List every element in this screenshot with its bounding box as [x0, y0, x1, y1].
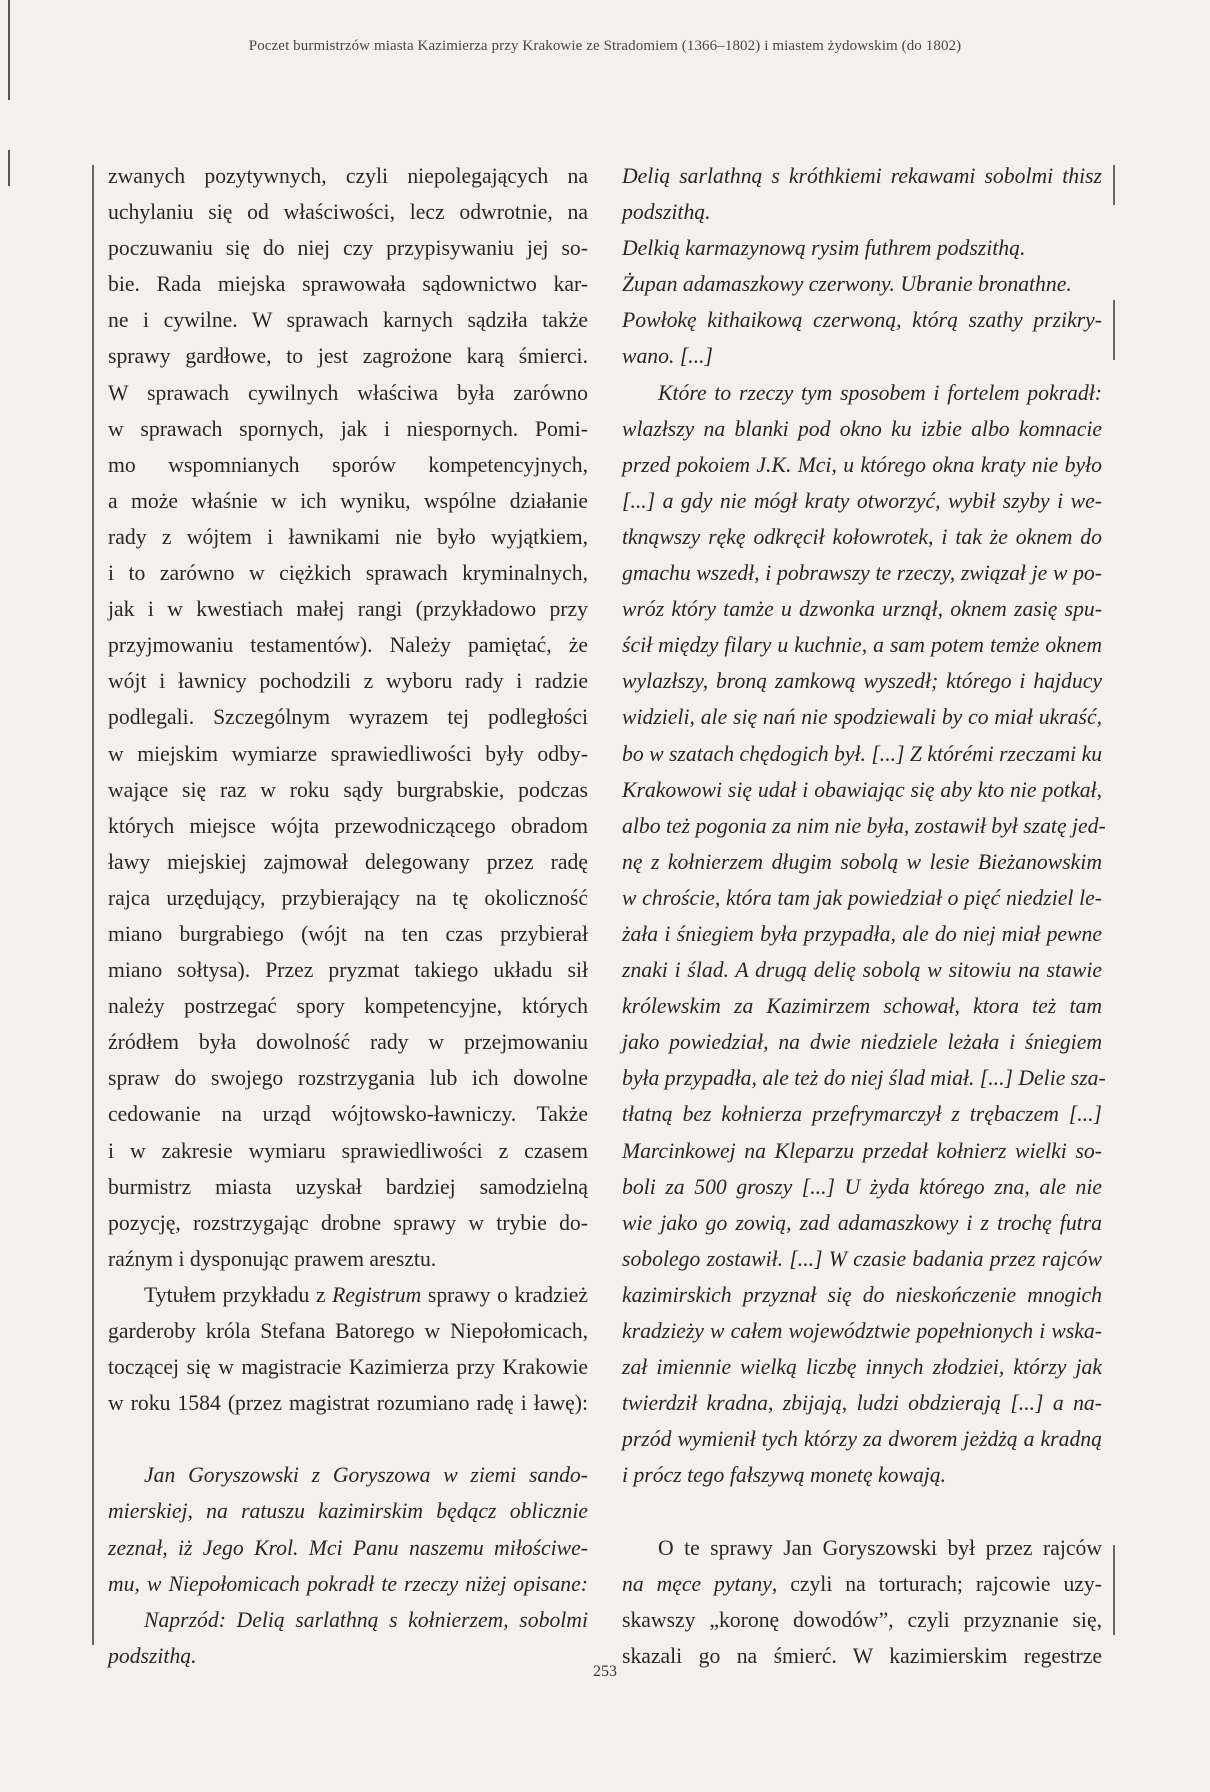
quote-line: Naprzód: Delią sarlathną s kołnierzem, sobolmi: [144, 1607, 588, 1632]
body-line: bie. Rada miejska sprawowała sądownictwo kar-: [108, 272, 588, 297]
quote-line: Delią sarlathną s króthkiemi rekawami sobolmi thisz: [622, 164, 1102, 188]
quote-line: Marcinkowej na Kleparzu przedał kołnierz wielki so-: [622, 1138, 1102, 1163]
quote-line: kazimirskich przyznał się do nieskończenie mnogich: [622, 1282, 1102, 1307]
body-line: rady z wójtem i ławnikami nie było wyjątkiem,: [108, 524, 588, 549]
quote-line: przed pokoiem J.K. Mci, u którego okna kraty nie było: [622, 452, 1102, 477]
text-segment: , czyli na torturach; rajcowie uzy-: [771, 1571, 1102, 1596]
body-line: garderoby króla Stefana Batorego w Niepołomicach,: [108, 1319, 588, 1343]
quote-line: [...] a gdy nie mógł kraty otworzyć, wybił szyby i we-: [622, 488, 1102, 513]
body-line: miano burgrabiego (wójt na ten czas przybierał: [108, 921, 588, 946]
quote-line: kradzieży w całem województwie popełnionych i wska-: [622, 1319, 1102, 1343]
right-column-rule: [1113, 165, 1115, 205]
body-line: źródłem była dowolność rady w przejmowaniu: [108, 1030, 588, 1055]
body-line: wające się raz w roku sądy burgrabskie, podczas: [108, 777, 588, 802]
quote-line: boli za 500 groszy [...] U żyda którego zna, ale nie: [622, 1174, 1102, 1199]
body-line: burmistrz miasta uzyskał bardziej samodzielną: [108, 1174, 588, 1199]
body-line: cedowanie na urząd wójtowsko-ławniczy. Także: [108, 1102, 588, 1127]
quote-line: albo też pogonia za nim nie była, zostawił był szatę jed-: [622, 813, 1106, 838]
quote-line: w chroście, która tam jak powiedział o pięć niedziel le-: [622, 885, 1102, 910]
body-line: w roku 1584 (przez magistrat rozumiano radę i ławę):: [108, 1391, 588, 1416]
body-line: jak i w kwestiach małej rangi (przykładowo przy: [108, 597, 588, 622]
right-column-rule: [1113, 300, 1115, 360]
quote-line: mu, w Niepołomicach pokradł te rzeczy niżej opisane:: [108, 1571, 588, 1596]
quote-line: i prócz tego fałszywą monetę kowają.: [622, 1463, 947, 1488]
body-line: poczuwaniu się do niej czy przypisywaniu jej so-: [108, 236, 588, 261]
quote-line: ścił między filary u kuchnie, a sam potem temże oknem: [622, 633, 1102, 658]
quote-line: widzieli, ale się nań nie spodziewali by co miał ukraść,: [622, 705, 1102, 730]
body-line: spraw do swojego rozstrzygania lub ich dowolne: [108, 1066, 588, 1091]
body-line: W sprawach cywilnych właściwa była zarówno: [108, 380, 588, 405]
quote-line: była przypadła, ale też do niej ślad miał. [...] Delie sza-: [622, 1066, 1106, 1091]
paragraph-gap: [108, 1421, 588, 1457]
quote-line: zeznał, iż Jego Krol. Mci Panu naszemu miłościwe-: [108, 1535, 588, 1560]
body-line: przyjmowaniu testamentów). Należy pamiętać, że: [108, 633, 588, 658]
italic-text: Registrum: [332, 1282, 422, 1307]
quote-line: jako powiedział, na dwie niedziele leżała i śniegiem: [622, 1030, 1102, 1055]
body-line: podlegali. Szczególnym wyrazem tej podległości: [108, 705, 588, 730]
quote-line: Delkią karmazynową rysim futhrem podszithą.: [622, 236, 1026, 261]
body-line: w sprawach spornych, jak i niespornych. Pomi-: [108, 416, 588, 441]
quote-line: Żupan adamaszkowy czerwony. Ubranie bronathne.: [622, 272, 1072, 297]
quote-line: wlazłszy na blanki pod okno ku izbie albo komnacie: [622, 416, 1102, 441]
quote-line: wano. [...]: [622, 344, 713, 369]
body-line: pozycję, rozstrzygając drobne sprawy w trybie do-: [108, 1210, 588, 1235]
quote-line: wie jako go zowią, zad adamaszkowy i z trochę futra: [622, 1210, 1102, 1235]
quote-line: bo w szatach chędogich był. [...] Z którémi rzeczami ku: [622, 741, 1103, 766]
quote-line: znaki i ślad. A drugą delię sobolą w sitowiu na stawie: [622, 958, 1102, 983]
quote-line: Które to rzeczy tym sposobem i fortelem pokradł:: [658, 380, 1102, 405]
body-line: rajca urzędujący, przybierający na tę okoliczność: [108, 885, 588, 910]
quote-line: królewskim za Kazimirzem schował, ktora też tam: [622, 994, 1102, 1019]
body-line: miano sołtysa). Przez pryzmat takiego układu sił: [108, 958, 588, 983]
body-line: toczącej się w magistracie Kazimierza przy Krakowie: [108, 1355, 588, 1380]
body-line: należy postrzegać spory kompetencyjne, których: [108, 994, 588, 1019]
quote-line: zał imiennie wielką liczbę innych złodziei, którzy jak: [622, 1355, 1102, 1380]
scan-edge-mark: [8, 150, 10, 186]
body-line: skawszy „koronę dowodów”, czyli przyznanie się,: [622, 1607, 1102, 1632]
body-line: skazali go na śmierć. W kazimierskim regestrze: [622, 1643, 1102, 1668]
quote-line: sobolego zostawił. [...] W czasie badania przez rajców: [622, 1246, 1102, 1271]
body-line: wójt i ławnicy pochodzili z wyboru rady i radzie: [108, 669, 588, 694]
left-column-rule: [92, 165, 94, 1645]
quote-line: nę z kołnierzem długim sobolą w lesie Bieżanowskim: [622, 849, 1102, 874]
quote-line: gmachu wszedł, i pobrawszy te rzeczy, związał je w po-: [622, 561, 1102, 586]
body-line: mo wspomnianych sporów kompetencyjnych,: [108, 452, 588, 477]
quote-line: przód wymienił tych którzy za dworem jeżdżą a kradną: [622, 1427, 1102, 1452]
body-line: ne i cywilne. W sprawach karnych sądziła także: [108, 308, 588, 333]
body-line: [622, 1566, 1102, 1602]
left-column: [108, 158, 588, 1674]
quote-line: Krakowowi się udał i obawiając się aby kto nie potkał,: [622, 777, 1102, 802]
italic-text: na męce pytany: [622, 1571, 772, 1596]
body-line: raźnym i dysponując prawem aresztu.: [108, 1246, 437, 1271]
body-line: i w zakresie wymiaru sprawiedliwości z czasem: [108, 1138, 588, 1163]
body-line: i to zarówno w ciężkich sprawach kryminalnych,: [108, 561, 588, 586]
body-line: uchylaniu się od właściwości, lecz odwrotnie, na: [108, 200, 588, 225]
page-number: 253: [593, 1663, 617, 1680]
quote-line: podszithą.: [622, 200, 711, 225]
body-line: ławy miejskiej zajmował delegowany przez radę: [108, 849, 588, 874]
running-header: Poczet burmistrzów miasta Kazimierza przy Krakowie ze Stradomiem (1366–1802) i miastem żydowskim (do 1802): [248, 38, 962, 54]
quote-line: żała i śniegiem była przypadła, ale do niej miał pewne: [622, 921, 1102, 946]
quote-line: tknąwszy rękę odkręcił kołowrotek, i tak że oknem do: [622, 524, 1102, 549]
paragraph-gap: [622, 1493, 1102, 1529]
body-line: a może właśnie w ich wyniku, wspólne działanie: [108, 488, 588, 513]
right-column: [622, 158, 1106, 1674]
right-column-rule: [1113, 1545, 1115, 1635]
text-segment: sprawy o kradzież: [421, 1282, 589, 1307]
quote-line: podszithą.: [108, 1643, 197, 1668]
body-line: O te sprawy Jan Goryszowski był przez rajców: [658, 1535, 1102, 1560]
text-segment: Tytułem przykładu z: [144, 1282, 333, 1307]
quote-line: wylazłszy, broną zamkową wyszedł; którego i hajducy: [622, 669, 1102, 694]
quote-line: Jan Goryszowski z Goryszowa w ziemi sando-: [144, 1463, 588, 1488]
body-line: których miejsce wójta przewodniczącego obradom: [108, 813, 588, 838]
quote-line: tłatną bez kołnierza przefrymarczył z trębaczem [...]: [622, 1102, 1102, 1127]
body-line: sprawy gardłowe, to jest zagrożone karą śmierci.: [108, 344, 588, 369]
body-line: zwanych pozytywnych, czyli niepolegających na: [108, 164, 588, 188]
quote-line: Powłokę kithaikową czerwoną, którą szathy przikry-: [622, 308, 1102, 333]
body-line: w miejskim wymiarze sprawiedliwości były odby-: [108, 741, 588, 766]
body-line: [108, 1277, 588, 1313]
quote-line: wróz który tamże u dzwonka urznął, oknem zasię spu-: [622, 597, 1102, 622]
quote-line: mierskiej, na ratuszu kazimirskim będącz oblicznie: [108, 1499, 588, 1524]
quote-line: twierdził kradna, zbijają, ludzi obdzierają [...] a na-: [622, 1391, 1102, 1416]
